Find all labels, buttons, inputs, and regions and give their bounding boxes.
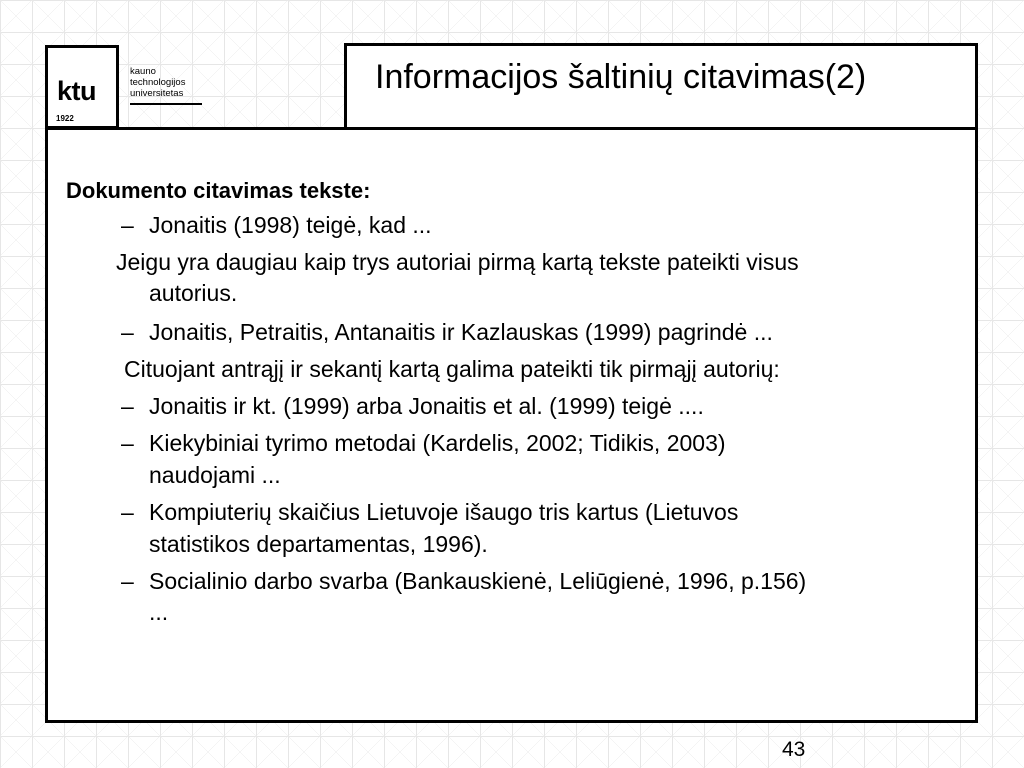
logo-line: technologijos: [130, 77, 186, 88]
logo-underline: [130, 103, 202, 105]
logo-wordmark: ktu: [57, 76, 96, 106]
logo-line: kauno: [130, 66, 156, 77]
logo-year: 1922: [56, 114, 74, 123]
list-item: Kiekybiniai tyrimo metodai (Kardelis, 2002; Tidikis, 2003): [149, 430, 726, 456]
title-frame: [344, 43, 978, 130]
list-item: Jonaitis, Petraitis, Antanaitis ir Kazlauskas (1999) pagrindė ...: [149, 319, 773, 345]
logo-line: universitetas: [130, 88, 184, 99]
list-item: Socialinio darbo svarba (Bankauskienė, Leliūgienė, 1996, p.156): [149, 568, 807, 594]
slide-title: Informacijos šaltinių citavimas(2): [375, 58, 867, 96]
dash-bullet: –: [121, 319, 134, 345]
list-item: Kompiuterių skaičius Lietuvoje išaugo tris kartus (Lietuvos: [149, 499, 739, 525]
list-item: Jonaitis ir kt. (1999) arba Jonaitis et al. (1999) teigė ....: [149, 393, 704, 419]
list-item-continuation: statistikos departamentas, 1996).: [149, 531, 488, 557]
dash-bullet: –: [121, 393, 134, 419]
paragraph-line: autorius.: [149, 280, 238, 306]
dash-bullet: –: [121, 499, 134, 525]
dash-bullet: –: [121, 430, 134, 456]
page-number: 43: [782, 738, 806, 761]
list-item-continuation: naudojami ...: [149, 462, 281, 488]
section-heading: Dokumento citavimas tekste:: [66, 178, 371, 203]
list-item-continuation: ...: [149, 599, 169, 625]
paragraph-line: Jeigu yra daugiau kaip trys autoriai pirmą kartą tekste pateikti visus: [116, 249, 799, 275]
dash-bullet: –: [121, 568, 134, 594]
ktu-logo: [45, 45, 119, 129]
paragraph-line: Cituojant antrąjį ir sekantį kartą galima pateikti tik pirmąjį autorių:: [124, 356, 780, 382]
dash-bullet: –: [121, 212, 134, 238]
logo-university-name: [130, 66, 185, 99]
content-frame: [45, 127, 978, 723]
list-item: Jonaitis (1998) teigė, kad ...: [149, 212, 432, 238]
